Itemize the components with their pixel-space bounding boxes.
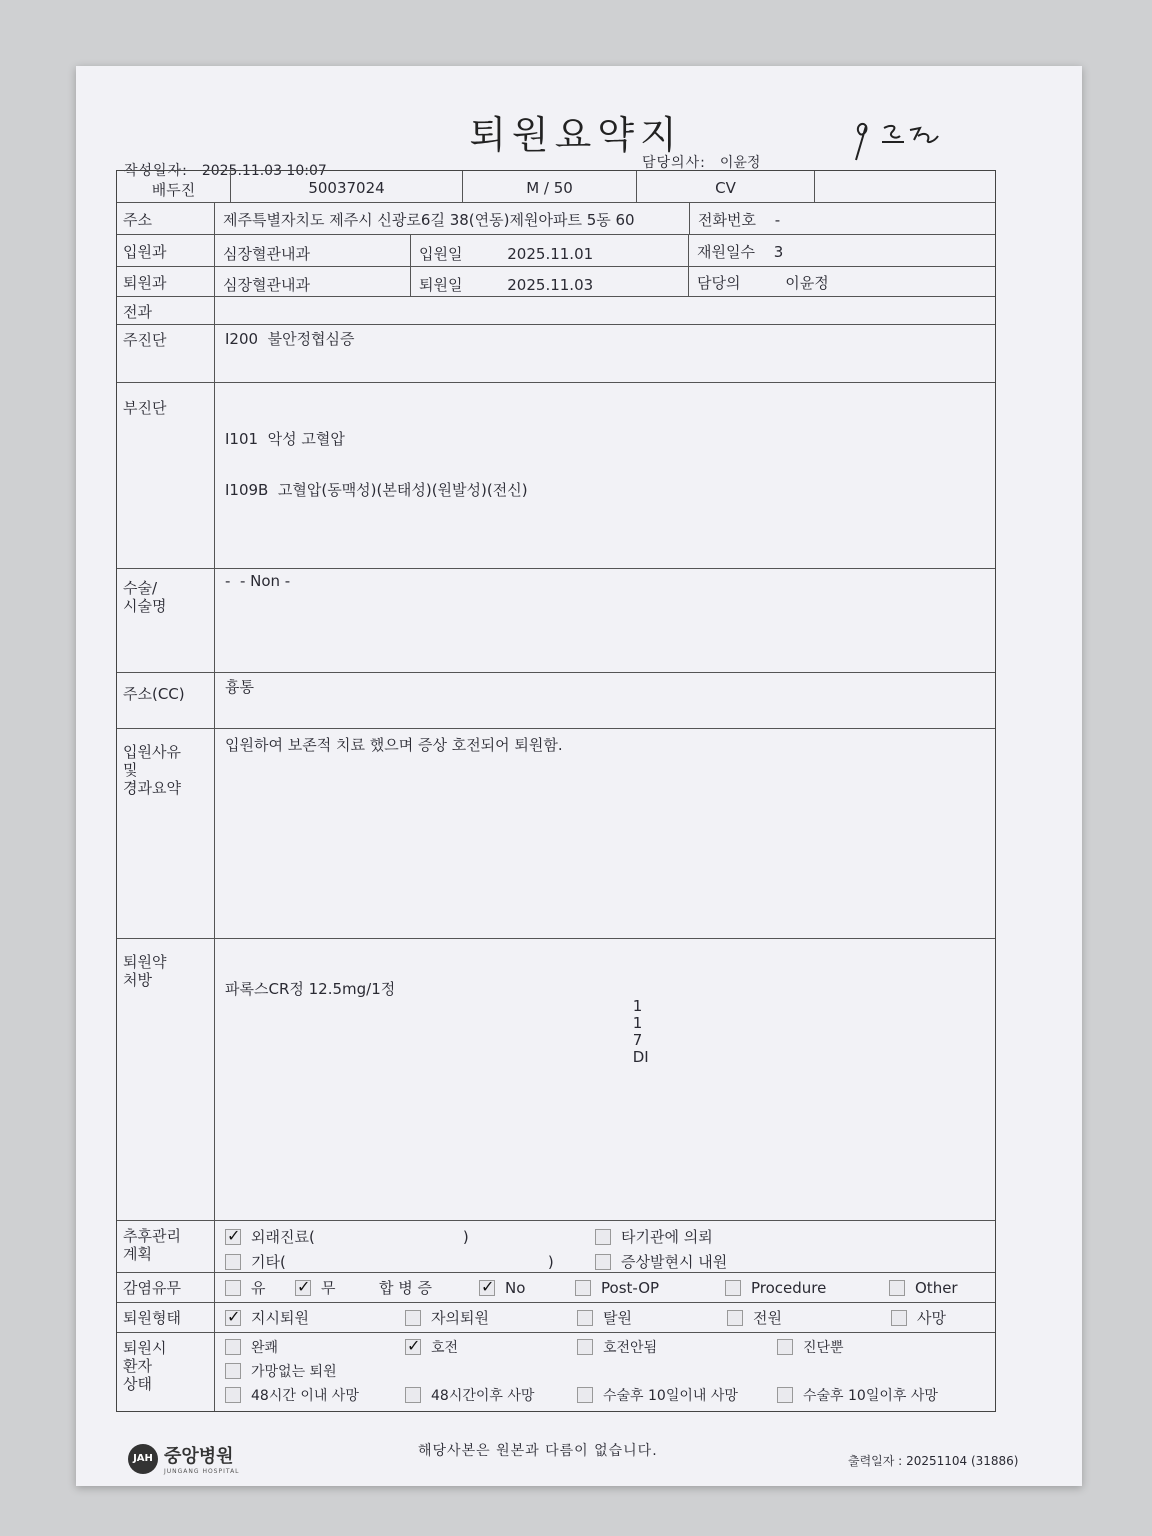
chief-complaint-label: 주소(CC): [117, 673, 215, 728]
status-diagnosis-only-label: 진단뿐: [803, 1340, 844, 1356]
attending-doctor: [689, 267, 995, 296]
course-row: [117, 729, 995, 939]
main-diagnosis-label: 주진단: [117, 325, 215, 382]
sub-diagnosis-row: [117, 383, 995, 569]
prescription-dose: 1: [632, 997, 643, 1015]
followup-other-close: ): [547, 1252, 554, 1271]
discharge-date-value: 2025.11.03: [507, 276, 594, 294]
patient-name: 배두진: [117, 171, 231, 202]
discharge-death-checkbox[interactable]: [891, 1310, 907, 1326]
status-postop-10-in: [577, 1385, 777, 1405]
status-not-improved-checkbox[interactable]: [577, 1339, 593, 1355]
chief-complaint-value: 흉통: [225, 678, 254, 696]
discharge-ordered: [225, 1307, 405, 1328]
followup-refer-checkbox[interactable]: [595, 1229, 611, 1245]
infection-no-label: 무: [321, 1279, 336, 1297]
status-line-2: [225, 1359, 985, 1383]
status-diagnosis-only-checkbox[interactable]: [777, 1339, 793, 1355]
status-death-48-in-label: 48시간 이내 사망: [251, 1388, 359, 1404]
patient-id: 50037024: [231, 171, 463, 202]
transfer-value: [215, 297, 995, 324]
length-of-stay-label: 재원일수: [697, 243, 755, 261]
followup-label: [117, 1221, 215, 1272]
infection-other: [889, 1279, 958, 1297]
patient-dept-code: CV: [637, 171, 815, 202]
discharge-voluntary-label: 자의퇴원: [431, 1309, 489, 1327]
print-date-value: 20251104 (31886): [906, 1454, 1019, 1468]
hospital-name-en: JUNGANG HOSPITAL: [164, 1468, 240, 1475]
phone: [689, 203, 995, 234]
discharge-voluntary: [405, 1307, 577, 1328]
prescription-route: DI: [632, 1048, 649, 1066]
sub-diagnosis-item: I101 악성 고혈압: [225, 430, 345, 448]
discharge-type-options: [215, 1303, 995, 1332]
attending-doctor-value: 이윤정: [785, 274, 829, 292]
infection-no-checkbox[interactable]: [295, 1280, 311, 1296]
complication-label: 합 병 증: [379, 1279, 433, 1297]
course-label-line: 입원사유: [123, 743, 181, 761]
admission-date-label: 입원일: [419, 245, 463, 263]
followup-symptom-checkbox[interactable]: [595, 1254, 611, 1270]
phone-value: -: [774, 211, 781, 229]
discharge-death-label: 사망: [917, 1309, 946, 1327]
infection-other-label: Other: [915, 1278, 958, 1297]
prescription-days: 7: [632, 1031, 643, 1049]
prescription-list: [215, 939, 995, 1220]
status-death-48-in-checkbox[interactable]: [225, 1387, 241, 1403]
procedure: [725, 1279, 889, 1297]
discharge-voluntary-checkbox[interactable]: [405, 1310, 421, 1326]
doctor-value: 이윤정: [719, 155, 761, 171]
admission-date-value: 2025.11.01: [507, 245, 594, 263]
status-cured-label: 완쾌: [251, 1340, 279, 1356]
prescription-label-line: 퇴원약: [123, 953, 167, 971]
status-death-48-in: [225, 1385, 405, 1405]
surgery-row: [117, 569, 995, 673]
status-cured-checkbox[interactable]: [225, 1339, 241, 1355]
patient-status-label-line: 상태: [123, 1375, 152, 1393]
discharge-death: [891, 1307, 946, 1328]
hospital-logo: [128, 1442, 240, 1475]
hospital-name: 중앙병원: [164, 1446, 234, 1467]
discharge-escape-label: 탈원: [603, 1309, 632, 1327]
discharge-date: [411, 267, 689, 296]
course-label-line: 및: [123, 761, 138, 779]
transfer-row: [117, 297, 995, 325]
discharge-escape: [577, 1307, 727, 1328]
discharge-type-label: 퇴원형태: [117, 1303, 215, 1332]
followup-symptom-label: 증상발현시 내원: [621, 1253, 728, 1271]
status-hopeless-label: 가망없는 퇴원: [251, 1364, 337, 1380]
prescription-item: [225, 981, 985, 1083]
status-line-1: [225, 1335, 985, 1359]
patient-status-label-line: 환자: [123, 1357, 152, 1375]
status-cured: [225, 1337, 405, 1357]
discharge-transfer: [727, 1307, 891, 1328]
postop: [575, 1279, 725, 1297]
infection-yes: [225, 1277, 295, 1298]
prescription-drug: 파록스CR정 12.5mg/1정: [225, 980, 396, 998]
status-not-improved-label: 호전안됨: [603, 1340, 658, 1356]
discharge-type-row: [117, 1303, 995, 1333]
discharge-dept-label: 퇴원과: [117, 267, 215, 296]
procedure-checkbox[interactable]: [725, 1280, 741, 1296]
doctor-in-charge: [642, 152, 760, 172]
sub-diagnosis-label: 부진단: [117, 383, 215, 568]
discharge-transfer-checkbox[interactable]: [727, 1310, 743, 1326]
status-death-48-after-label: 48시간이후 사망: [431, 1388, 535, 1404]
admission-dept-value: 심장혈관내과: [215, 235, 411, 266]
followup-row: [117, 1221, 995, 1273]
discharge-ordered-checkbox[interactable]: [225, 1310, 241, 1326]
written-date-value: 2025.11.03 10:07: [201, 163, 327, 179]
infection-options: [215, 1273, 995, 1302]
discharge-transfer-label: 전원: [753, 1309, 782, 1327]
phone-label: 전화번호: [698, 211, 756, 229]
attending-doctor-label: 담당의: [697, 274, 741, 292]
infection-no: [295, 1277, 379, 1298]
complication-no-checkbox[interactable]: [479, 1280, 495, 1296]
print-date: [848, 1452, 1019, 1469]
followup-other-checkbox[interactable]: [225, 1254, 241, 1270]
prescription-row: [117, 939, 995, 1221]
status-hopeless-checkbox[interactable]: [225, 1363, 241, 1379]
written-date-label: 작성일자:: [124, 163, 188, 179]
postop-checkbox[interactable]: [575, 1280, 591, 1296]
chief-complaint-row: [117, 673, 995, 729]
prescription-label: [117, 939, 215, 1220]
course-value: 입원하여 보존적 치료 했으며 증상 호전되어 퇴원함.: [225, 736, 563, 754]
sub-diagnosis-item: I109B 고혈압(동맥성)(본태성)(원발성)(전신): [225, 481, 528, 499]
followup-symptom: [595, 1251, 727, 1272]
address-label: 주소: [117, 203, 215, 234]
status-postop-10-in-checkbox[interactable]: [577, 1387, 593, 1403]
surgery-value: - - Non -: [225, 572, 291, 590]
hospital-name-block: [164, 1442, 240, 1475]
infection-label: 감염유무: [117, 1273, 215, 1302]
admission-date: [411, 235, 689, 266]
status-improved-label: 호전: [431, 1340, 459, 1356]
main-diagnosis-value: I200 불안정협심증: [225, 330, 355, 348]
patient-status-options: [215, 1333, 995, 1411]
patient-status-label: [117, 1333, 215, 1411]
followup-outpatient: [225, 1226, 595, 1247]
surgery-label-line: 시술명: [123, 597, 167, 615]
followup-other-label: 기타(: [251, 1253, 286, 1271]
copy-notice: 해당사본은 원본과 다름이 없습니다.: [418, 1443, 658, 1459]
status-hopeless: [225, 1361, 337, 1381]
followup-refer: [595, 1226, 713, 1247]
surgery-label-line: 수술/: [123, 579, 158, 597]
followup-outpatient-label: 외래진료(: [251, 1228, 315, 1246]
prescription-label-line: 처방: [123, 971, 152, 989]
patient-status-label-line: 퇴원시: [123, 1339, 167, 1357]
discharge-row: [117, 267, 995, 297]
prescription-freq: 1: [632, 1014, 643, 1032]
discharge-escape-checkbox[interactable]: [577, 1310, 593, 1326]
patient-blank-cell: [815, 171, 995, 202]
status-improved: [405, 1337, 577, 1357]
status-death-48-after-checkbox[interactable]: [405, 1387, 421, 1403]
hospital-emblem-icon: JAH: [128, 1444, 158, 1474]
followup-label-line: 계획: [123, 1245, 152, 1263]
procedure-label: Procedure: [751, 1278, 827, 1297]
address-value: 제주특별자치도 제주시 신광로6길 38(연동)제원아파트 5동 60: [223, 211, 635, 229]
status-postop-10-after: [777, 1385, 938, 1405]
complication-no-label: No: [505, 1278, 526, 1297]
infection-yes-checkbox[interactable]: [225, 1280, 241, 1296]
followup-other: [225, 1251, 595, 1272]
sub-diagnosis-list: [215, 383, 995, 568]
patient-status-row: [117, 1333, 995, 1411]
doctor-label: 담당의사:: [642, 155, 706, 171]
status-not-improved: [577, 1337, 777, 1357]
discharge-ordered-label: 지시퇴원: [251, 1309, 309, 1327]
followup-outpatient-checkbox[interactable]: [225, 1229, 241, 1245]
infection-row: [117, 1273, 995, 1303]
patient-row: [117, 171, 995, 203]
status-diagnosis-only: [777, 1337, 844, 1357]
print-date-label: 출력일자 :: [848, 1454, 903, 1468]
status-postop-10-after-label: 수술후 10일이후 사망: [803, 1388, 938, 1404]
length-of-stay-value: 3: [773, 243, 784, 261]
infection-yes-label: 유: [251, 1279, 266, 1297]
status-improved-checkbox[interactable]: [405, 1339, 421, 1355]
followup-refer-label: 타기관에 의뢰: [621, 1228, 713, 1246]
surgery-label: [117, 569, 215, 672]
admission-dept-label: 입원과: [117, 235, 215, 266]
length-of-stay: [689, 235, 995, 266]
followup-options: [215, 1221, 995, 1272]
status-line-3: [225, 1383, 985, 1407]
status-postop-10-in-label: 수술후 10일이내 사망: [603, 1388, 738, 1404]
followup-line-1: [225, 1224, 985, 1249]
course-label: [117, 729, 215, 938]
infection-other-checkbox[interactable]: [889, 1280, 905, 1296]
main-diagnosis-row: [117, 325, 995, 383]
discharge-summary-form: [116, 170, 996, 1412]
discharge-date-label: 퇴원일: [419, 276, 463, 294]
document-title: 퇴원요약지: [469, 113, 683, 157]
status-death-48-after: [405, 1385, 577, 1405]
admission-row: [117, 235, 995, 267]
address-row: [117, 203, 995, 235]
prescription-dosage: [585, 981, 677, 1083]
status-postop-10-after-checkbox[interactable]: [777, 1387, 793, 1403]
discharge-dept-value: 심장혈관내과: [215, 267, 411, 296]
patient-sex-age: M / 50: [463, 171, 637, 202]
complication-no: [479, 1279, 575, 1297]
followup-outpatient-close: ): [462, 1227, 469, 1246]
transfer-label: 전과: [117, 297, 215, 324]
course-label-line: 경과요약: [123, 779, 181, 797]
followup-line-2: [225, 1249, 985, 1274]
postop-label: Post-OP: [601, 1278, 660, 1297]
followup-label-line: 추후관리: [123, 1227, 181, 1245]
